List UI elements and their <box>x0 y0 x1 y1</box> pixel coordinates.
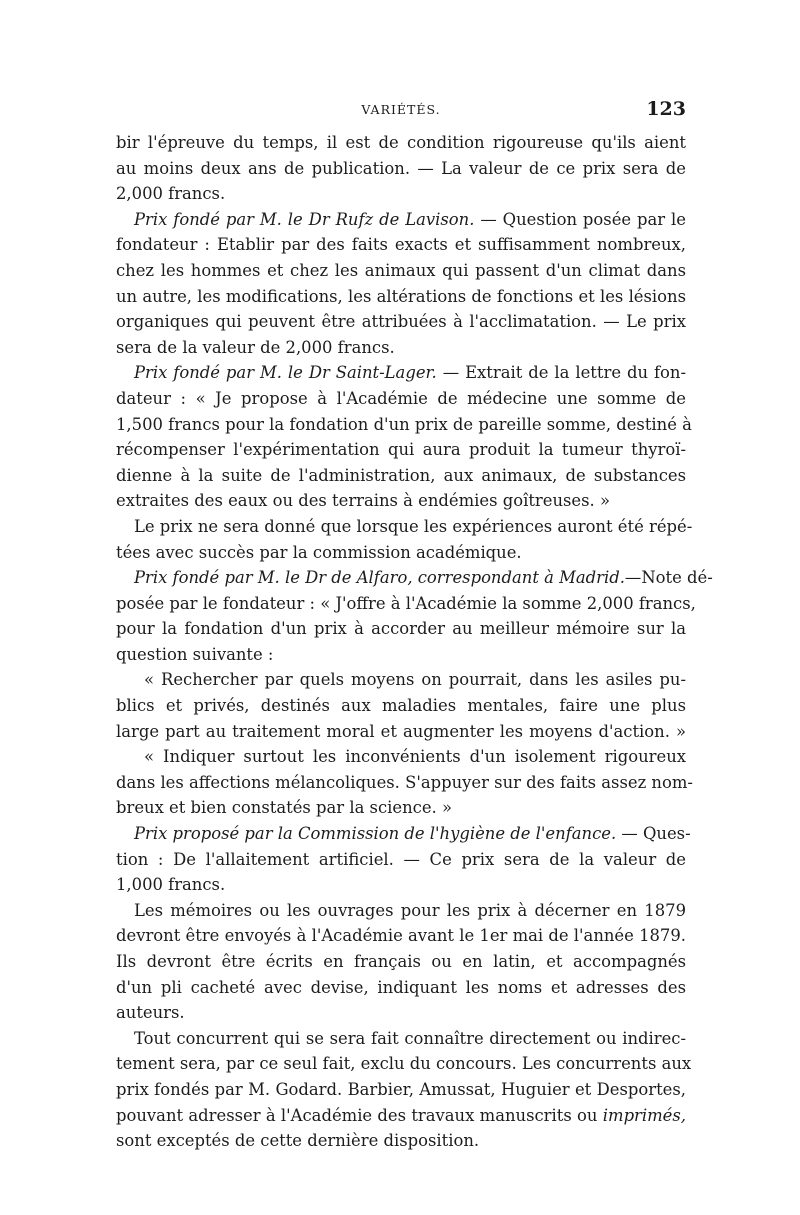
text-line: blics et privés, destinés aux maladies mentales, faire une plus <box>116 696 686 716</box>
prize-heading-line <box>116 360 686 386</box>
text-line: Tout concurrent qui se sera fait connaître directement ou indirec- <box>134 1028 686 1048</box>
running-head: VARIÉTÉS. <box>361 102 441 117</box>
text-line: dans les affections mélancoliques. S'appuyer sur des faits assez nom- <box>116 772 693 792</box>
italic-word: imprimés, <box>602 1105 686 1125</box>
text-line: breux et bien constatés par la science. » <box>116 798 452 818</box>
body-text <box>116 130 713 1154</box>
text-line: dienne à la suite de l'administration, aux animaux, de substances <box>116 465 686 485</box>
text-line: sera de la valeur de 2,000 francs. <box>116 337 395 357</box>
text-line: Ils devront être écrits en français ou en latin, et accompagnés <box>116 952 686 971</box>
text-line: organiques qui peuvent être attribuées à l'acclimatation. — Le prix <box>116 312 686 332</box>
text-line: pour la fondation d'un prix à accorder au meilleur mémoire sur la <box>116 619 686 639</box>
text-line: dateur : « Je propose à l'Académie de médecine une somme de <box>116 388 686 408</box>
text-line: bir l'épreuve du temps, il est de condition rigoureuse qu'ils aient <box>116 133 686 152</box>
text-line: large part au traitement moral et augmenter les moyens d'action. » <box>116 721 686 741</box>
text-line: tement sera, par ce seul fait, exclu du concours. Les concurrents aux <box>116 1054 692 1074</box>
text-line: un autre, les modifications, les altérations de fonctions et les lésions <box>116 286 686 306</box>
page-header <box>116 98 686 124</box>
prize-title: Prix fondé par M. le Dr de Alfaro, correspondant à Madrid. <box>134 568 625 588</box>
text-line: 1,500 francs pour la fondation d'un prix de pareille somme, destiné à <box>116 414 692 434</box>
text-line: « Indiquer surtout les inconvénients d'un isolement rigoureux <box>144 747 686 767</box>
text-line-mixed <box>116 1103 686 1129</box>
text-line: auteurs. <box>116 1003 185 1023</box>
text-line: devront être envoyés à l'Académie avant le 1er mai de l'année 1879. <box>116 926 686 946</box>
text-fragment: — Ques- <box>616 824 691 844</box>
text-line: Le prix ne sera donné que lorsque les expériences auront été répé- <box>134 516 693 536</box>
text-line: extraites des eaux ou des terrains à endémies goîtreuses. » <box>116 491 610 511</box>
text-line: récompenser l'expérimentation qui aura produit la tumeur thyroï- <box>116 440 686 460</box>
text-line: chez les hommes et chez les animaux qui passent d'un climat dans <box>116 260 686 280</box>
prize-heading-line <box>116 821 691 847</box>
text-line: « Rechercher par quels moyens on pourrait, dans les asiles pu- <box>144 670 686 690</box>
text-line: question suivante : <box>116 644 274 664</box>
text-line: 1,000 francs. <box>116 875 226 895</box>
document-page <box>116 98 713 1154</box>
text-fragment: pouvant adresser à l'Académie des travaux manuscrits ou <box>116 1105 603 1125</box>
text-line: Les mémoires ou les ouvrages pour les prix à décerner en 1879 <box>134 900 686 920</box>
text-line: au moins deux ans de publication. — La valeur de ce prix sera de <box>116 158 686 178</box>
text-line: fondateur : Etablir par des faits exacts et suffisamment nombreux, <box>116 235 686 255</box>
text-line: tées avec succès par la commission académique. <box>116 542 522 562</box>
page-number: 123 <box>646 98 686 120</box>
prize-title: Prix proposé par la Commission de l'hygiène de l'enfance. <box>134 824 617 844</box>
text-fragment: — Question posée par le <box>474 209 686 229</box>
text-line: posée par le fondateur : « J'offre à l'Académie la somme 2,000 francs, <box>116 593 696 613</box>
prize-title: Prix fondé par M. le Dr Rufz de Lavison. <box>134 209 475 229</box>
text-line: sont exceptés de cette dernière disposition. <box>116 1131 480 1151</box>
text-fragment: — Extrait de la lettre du fon- <box>436 363 686 383</box>
text-line: prix fondés par M. Godard. Barbier, Amussat, Huguier et Desportes, <box>116 1079 686 1099</box>
text-line: 2,000 francs. <box>116 184 226 204</box>
text-fragment: —Note dé- <box>624 568 713 588</box>
prize-heading-line <box>116 565 713 591</box>
prize-heading-line <box>116 207 686 233</box>
text-line: tion : De l'allaitement artificiel. — Ce prix sera de la valeur de <box>116 849 686 869</box>
prize-title: Prix fondé par M. le Dr Saint-Lager. <box>134 363 437 383</box>
text-line: d'un pli cacheté avec devise, indiquant les noms et adresses des <box>116 977 686 997</box>
